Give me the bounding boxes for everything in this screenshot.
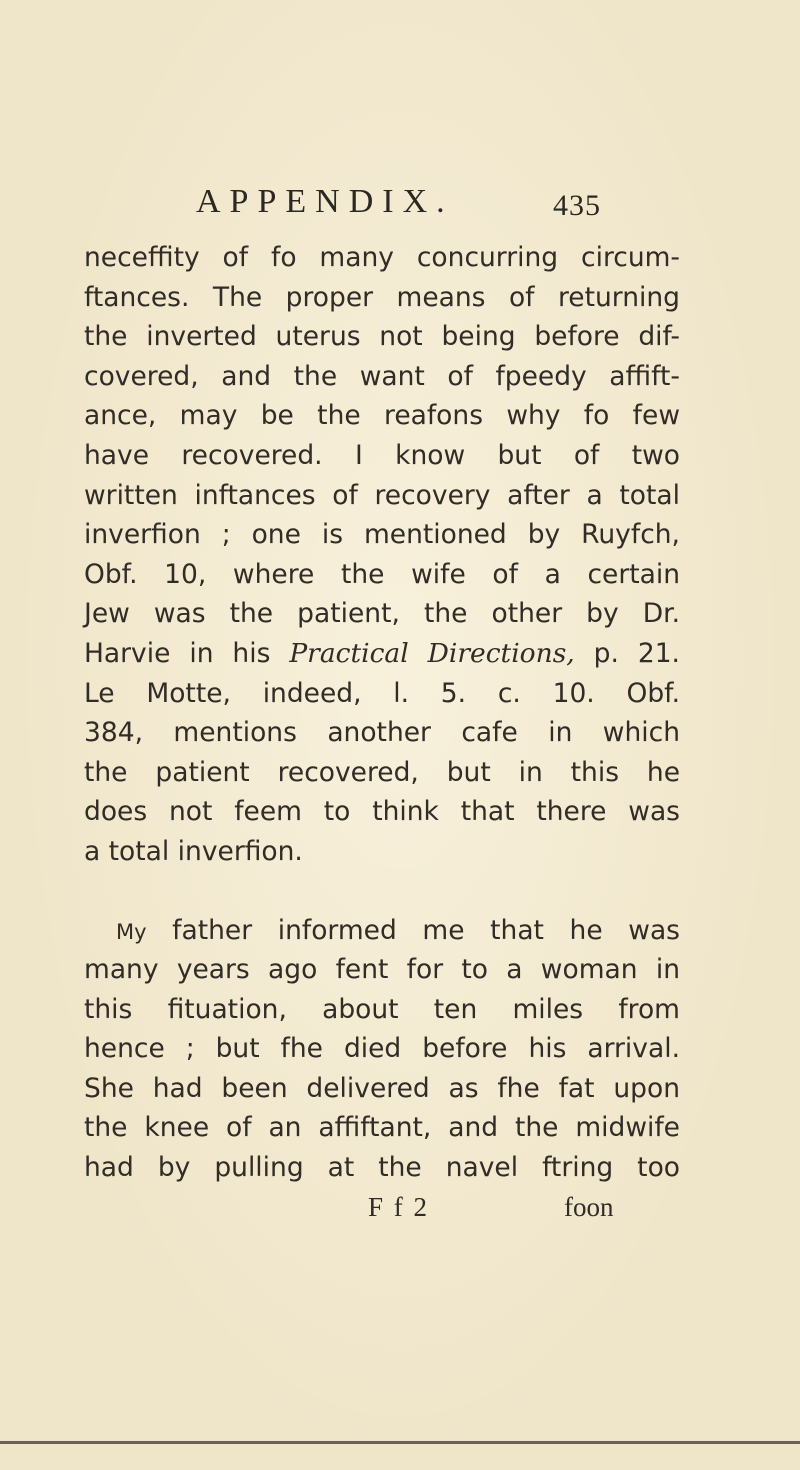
text-line: ftances. The proper means of returning [84,281,680,313]
page-header [0,183,800,223]
text-line: hence ; but fhe died before his arrival. [84,1033,680,1065]
text-line: many years ago fent for to a woman in [84,954,680,986]
text-segment: father informed me that he was [146,914,680,946]
text-line: 384, mentions another cafe in which [84,717,680,749]
page-number: 435 [553,189,601,222]
page-bottom-edge [0,1441,800,1444]
text-line: She had been delivered as fhe fat upon [84,1072,680,1104]
text-line: have recovered. I know but of two [84,439,680,471]
text-line: the inverted uterus not being before dif- [84,321,680,353]
text-line: covered, and the want of fpeedy affift- [84,360,680,392]
text-line: the patient recovered, but in this he [84,756,680,788]
text-line: ance, may be the reafons why fo few [84,400,680,432]
text-line: the knee of an affiftant, and the midwife [84,1112,680,1144]
text-segment: Harvie in his [84,637,290,669]
running-head: APPENDIX. [196,183,454,220]
text-line: written inftances of recovery after a total [84,479,680,511]
paragraph-1 [84,238,680,872]
text-line [84,911,680,951]
text-line: inverfion ; one is mentioned by Ruyfch, [84,519,680,551]
signature-mark: F f 2 [368,1191,430,1222]
text-line: had by pulling at the navel ftring too [84,1152,680,1184]
text-line: Le Motte, indeed, l. 5. c. 10. Obf. [84,677,680,709]
text-line: Obf. 10, where the wife of a certain [84,558,680,590]
text-line: a total inverfion. [84,835,303,867]
catchword: foon [564,1191,614,1222]
book-title-italic: Practical Directions, [289,637,575,669]
text-line: Jew was the patient, the other by Dr. [84,598,680,630]
text-line [84,634,680,674]
body-text [84,238,680,1227]
small-caps-opening: My [116,919,147,944]
text-line: does not feem to think that there was [84,796,680,828]
text-line: neceffity of fo many concurring circum- [84,242,680,273]
text-segment: p. 21. [574,637,680,669]
text-line: this fituation, about ten miles from [84,993,680,1025]
page-footer [84,1188,680,1228]
paragraph-gap [84,872,680,911]
paragraph-2 [84,911,680,1188]
